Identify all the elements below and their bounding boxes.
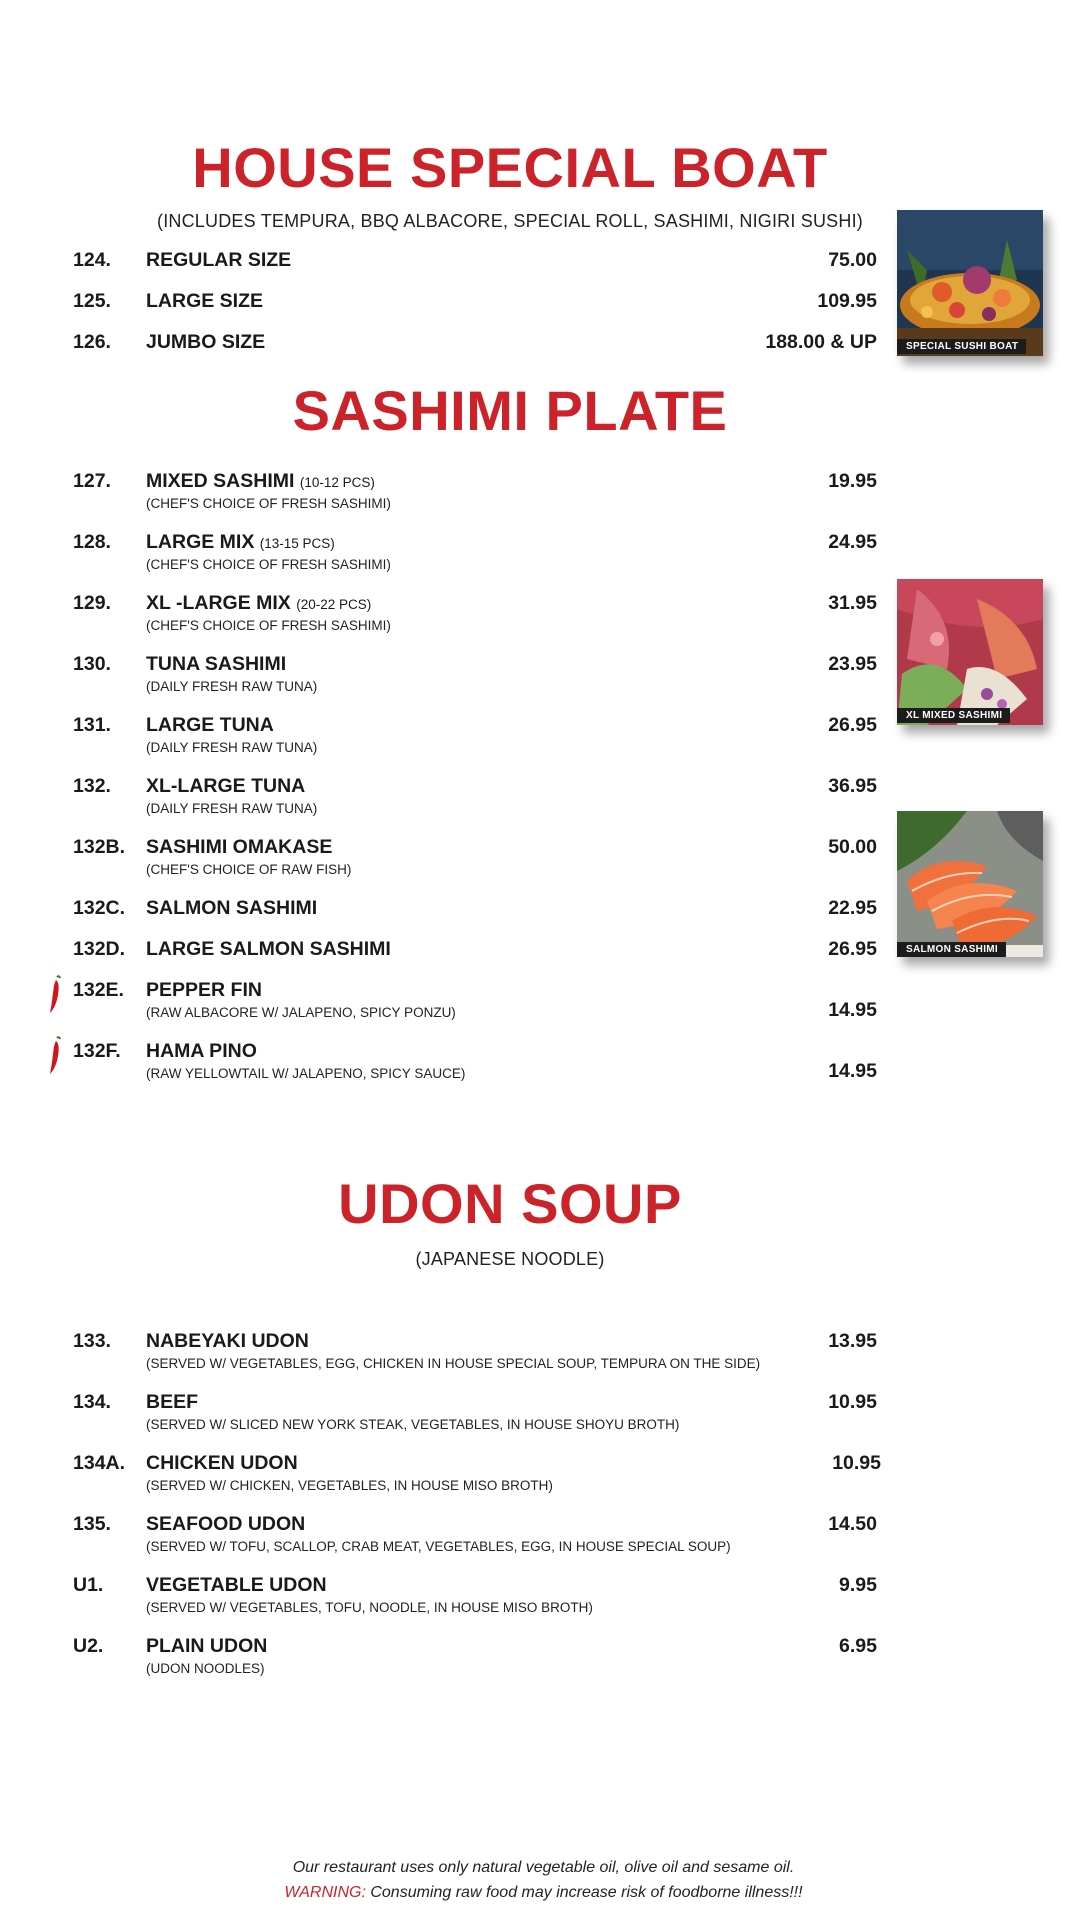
menu-item-128: [0, 531, 1087, 571]
item-description: (UDON NOODLES): [146, 1661, 265, 1676]
item-description: (SERVED W/ CHICKEN, VEGETABLES, IN HOUSE MISO BROTH): [146, 1478, 553, 1493]
item-price: 26.95: [828, 938, 877, 960]
item-price: 24.95: [828, 531, 877, 553]
item-number: U1.: [73, 1574, 104, 1596]
item-name: REGULAR SIZE: [146, 249, 292, 271]
menu-item-134: [0, 1391, 1087, 1431]
item-description: (SERVED W/ VEGETABLES, EGG, CHICKEN IN HOUSE SPECIAL SOUP, TEMPURA ON THE SIDE): [146, 1356, 761, 1371]
item-price: 109.95: [817, 290, 877, 312]
item-name: HAMA PINO: [146, 1040, 257, 1062]
chili-pepper-icon: [48, 975, 62, 1015]
item-name: [146, 531, 335, 554]
warning-text: Consuming raw food may increase risk of foodborne illness!!!: [365, 1884, 803, 1901]
salmon-sashimi-photo: [897, 811, 1043, 957]
item-number: 134A.: [73, 1452, 126, 1474]
item-price: 19.95: [828, 470, 877, 492]
item-number: 132C.: [73, 897, 126, 919]
menu-item-132: [0, 775, 1087, 815]
sushi-boat-image: [897, 210, 1043, 356]
item-price: 22.95: [828, 897, 877, 919]
item-description: (RAW ALBACORE W/ JALAPENO, SPICY PONZU): [146, 1005, 456, 1020]
item-price: 10.95: [828, 1391, 877, 1413]
item-description: (RAW YELLOWTAIL W/ JALAPENO, SPICY SAUCE): [146, 1066, 466, 1081]
menu-item-132e: [0, 979, 1087, 1019]
item-number: 132E.: [73, 979, 124, 1001]
warning-label: WARNING:: [284, 1884, 366, 1901]
item-description: (CHEF'S CHOICE OF FRESH SASHIMI): [146, 618, 391, 633]
item-number: 130.: [73, 653, 111, 675]
item-number: 126.: [73, 331, 111, 353]
xl-mixed-sashimi-photo: [897, 579, 1043, 725]
item-price: 36.95: [828, 775, 877, 797]
footer-oil-note: Our restaurant uses only natural vegetable oil, olive oil and sesame oil.: [292, 1859, 795, 1876]
chili-pepper-icon: [48, 1036, 62, 1076]
item-price: 50.00: [828, 836, 877, 858]
item-description: (DAILY FRESH RAW TUNA): [146, 740, 318, 755]
boat-subtitle: (INCLUDES TEMPURA, BBQ ALBACORE, SPECIAL ROLL, SASHIMI, NIGIRI SUSHI): [157, 211, 863, 231]
item-name: PEPPER FIN: [146, 979, 262, 1001]
item-name: XL-LARGE TUNA: [146, 775, 306, 797]
item-number: 134.: [73, 1391, 111, 1413]
item-name: LARGE SIZE: [146, 290, 264, 312]
menu-item-133: [0, 1330, 1087, 1370]
item-name: JUMBO SIZE: [146, 331, 266, 353]
photo-caption: SALMON SASHIMI: [897, 942, 1006, 957]
item-name: NABEYAKI UDON: [146, 1330, 309, 1352]
item-price: 10.95: [832, 1452, 881, 1474]
item-name: LARGE SALMON SASHIMI: [146, 938, 391, 960]
sashimi-section-title: SASHIMI PLATE: [292, 379, 728, 442]
item-description: (CHEF'S CHOICE OF FRESH SASHIMI): [146, 496, 391, 511]
photo-caption: SPECIAL SUSHI BOAT: [897, 339, 1026, 354]
item-price: 26.95: [828, 714, 877, 736]
menu-item-127: [0, 470, 1087, 510]
item-number: 132D.: [73, 938, 126, 960]
item-number: 127.: [73, 470, 111, 492]
boat-section-title: HOUSE SPECIAL BOAT: [192, 136, 828, 199]
item-name: BEEF: [146, 1391, 199, 1413]
item-name: [146, 592, 371, 615]
item-number: U2.: [73, 1635, 104, 1657]
udon-section-title: UDON SOUP: [338, 1172, 682, 1235]
item-price: 188.00 & UP: [765, 331, 877, 353]
item-price: 13.95: [828, 1330, 877, 1352]
item-name: PLAIN UDON: [146, 1635, 268, 1657]
item-name: TUNA SASHIMI: [146, 653, 287, 675]
footer-warning: [0, 1884, 1087, 1902]
menu-item-134a: [0, 1452, 1087, 1492]
item-name-text: MIXED SASHIMI: [146, 470, 295, 492]
item-description: (SERVED W/ SLICED NEW YORK STEAK, VEGETABLES, IN HOUSE SHOYU BROTH): [146, 1417, 680, 1432]
item-number: 133.: [73, 1330, 111, 1352]
item-price: 14.50: [828, 1513, 877, 1535]
item-name: [146, 470, 375, 493]
item-description: (CHEF'S CHOICE OF RAW FISH): [146, 862, 352, 877]
item-number: 129.: [73, 592, 111, 614]
item-number: 125.: [73, 290, 111, 312]
item-name: VEGETABLE UDON: [146, 1574, 327, 1596]
menu-item-u1: [0, 1574, 1087, 1614]
item-number: 135.: [73, 1513, 111, 1535]
item-description: (DAILY FRESH RAW TUNA): [146, 679, 318, 694]
item-description: (SERVED W/ VEGETABLES, TOFU, NOODLE, IN HOUSE MISO BROTH): [146, 1600, 593, 1615]
item-price: 31.95: [828, 592, 877, 614]
salmon-sashimi-image: [897, 811, 1043, 957]
item-price: 9.95: [839, 1574, 877, 1596]
item-price: 14.95: [828, 999, 877, 1021]
item-name-text: LARGE MIX: [146, 531, 255, 553]
menu-item-u2: [0, 1635, 1087, 1675]
item-number: 132.: [73, 775, 111, 797]
item-price: 75.00: [828, 249, 877, 271]
item-description: (DAILY FRESH RAW TUNA): [146, 801, 318, 816]
item-number: 128.: [73, 531, 111, 553]
xl-mixed-sashimi-image: [897, 579, 1043, 725]
item-name-text: XL -LARGE MIX: [146, 592, 291, 614]
menu-item-135: [0, 1513, 1087, 1553]
item-number: 124.: [73, 249, 111, 271]
item-description: (SERVED W/ TOFU, SCALLOP, CRAB MEAT, VEGETABLES, EGG, IN HOUSE SPECIAL SOUP): [146, 1539, 731, 1554]
item-number: 132B.: [73, 836, 126, 858]
sushi-boat-photo: [897, 210, 1043, 356]
item-pieces: (10-12 PCS): [299, 475, 375, 490]
menu-item-132f: [0, 1040, 1087, 1080]
item-pieces: (20-22 PCS): [296, 597, 372, 612]
item-price: 6.95: [839, 1635, 877, 1657]
udon-subtitle: (JAPANESE NOODLE): [415, 1249, 605, 1269]
item-pieces: (13-15 PCS): [259, 536, 335, 551]
item-price: 14.95: [828, 1060, 877, 1082]
item-description: (CHEF'S CHOICE OF FRESH SASHIMI): [146, 557, 391, 572]
item-price: 23.95: [828, 653, 877, 675]
item-name: SALMON SASHIMI: [146, 897, 318, 919]
item-number: 132F.: [73, 1040, 121, 1062]
item-name: CHICKEN UDON: [146, 1452, 298, 1474]
photo-caption: XL MIXED SASHIMI: [897, 708, 1010, 723]
item-name: SEAFOOD UDON: [146, 1513, 306, 1535]
item-name: SASHIMI OMAKASE: [146, 836, 333, 858]
item-name: LARGE TUNA: [146, 714, 274, 736]
item-number: 131.: [73, 714, 111, 736]
